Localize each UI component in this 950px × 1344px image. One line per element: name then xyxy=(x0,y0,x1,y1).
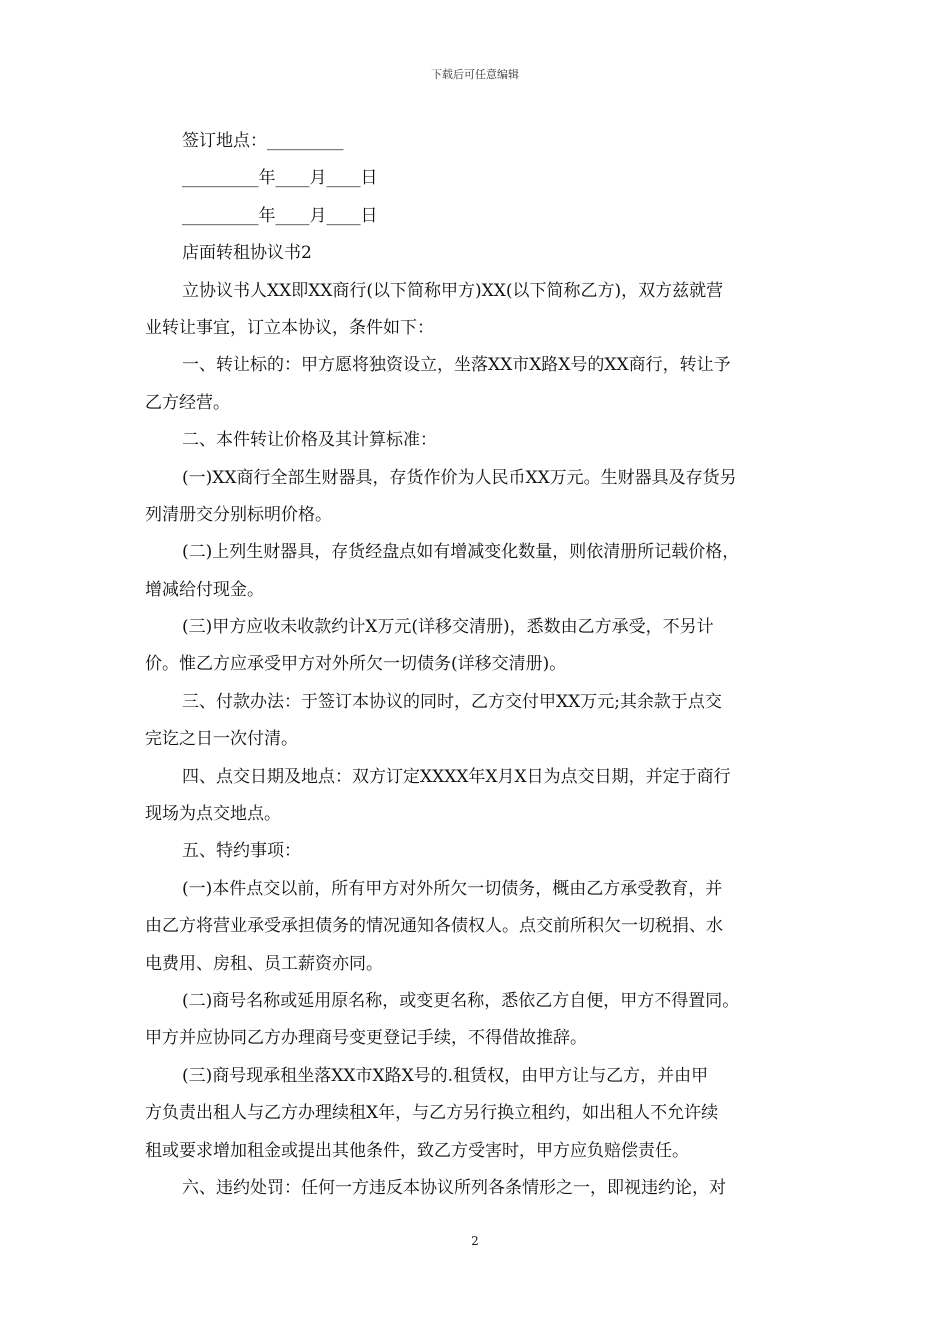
paragraph-line: 电费用、房租、员工薪资亦同。 xyxy=(145,953,383,974)
paragraph-line: 业转让事宜，订立本协议，条件如下： xyxy=(145,317,434,338)
page-number: 2 xyxy=(471,1234,479,1248)
paragraph-line: 五、特约事项： xyxy=(182,841,301,862)
paragraph-line: 方负责出租人与乙方办理续租X年，与乙方另行换立租约，如出租人不允许续 xyxy=(145,1103,719,1124)
paragraph-line: (三)商号现承租坐落XX市X路X号的.租赁权，由甲方让与乙方，并由甲 xyxy=(182,1065,709,1086)
paragraph-line: (三)甲方应收未收款约计X万元(详移交清册)，悉数由乙方承受，不另计 xyxy=(182,617,714,638)
paragraph-line: 一、转让标的：甲方愿将独资设立，坐落XX市X路X号的XX商行，转让予 xyxy=(182,355,731,376)
paragraph-line: 甲方并应协同乙方办理商号变更登记手续，不得借故推辞。 xyxy=(145,1028,587,1049)
document-body xyxy=(145,123,810,1207)
paragraph-line: 六、违约处罚：任何一方违反本协议所列各条情形之一，即视违约论，对 xyxy=(182,1177,726,1198)
paragraph-line: 增减给付现金。 xyxy=(145,579,264,600)
paragraph-line: 现场为点交地点。 xyxy=(145,804,281,825)
paragraph-line: 由乙方将营业承受承担债务的情况通知各债权人。点交前所积欠一切税捐、水 xyxy=(145,916,723,937)
signing-place-line: 签订地点：_________ xyxy=(182,131,344,151)
paragraph-line: (一)本件点交以前，所有甲方对外所欠一切债务，概由乙方承受教育，并 xyxy=(182,878,723,899)
paragraph-line: 列清册交分别标明价格。 xyxy=(145,504,332,525)
paragraph-line: 三、付款办法：于签订本协议的同时，乙方交付甲XX万元;其余款于点交 xyxy=(182,691,722,712)
paragraph-line: 四、点交日期及地点：双方订定XXXX年X月X日为点交日期，并定于商行 xyxy=(182,766,731,787)
paragraph-line: (二)商号名称或延用原名称，或变更名称，悉依乙方自便，甲方不得置同。 xyxy=(182,990,740,1011)
paragraph-line: (一)XX商行全部生财器具，存货作价为人民币XX万元。生财器具及存货另 xyxy=(182,467,737,488)
paragraph-line: 乙方经营。 xyxy=(145,392,230,413)
page-header-note: 下载后可任意编辑 xyxy=(431,68,519,81)
paragraph-line: 完讫之日一次付清。 xyxy=(145,729,298,750)
section-title: 店面转租协议书2 xyxy=(182,243,312,264)
paragraph-line: 立协议书人XX即XX商行(以下简称甲方)XX(以下简称乙方)，双方兹就营 xyxy=(182,280,724,301)
paragraph-line: (二)上列生财器具，存货经盘点如有增减变化数量，则依清册所记载价格， xyxy=(182,542,740,563)
paragraph-line: 二、本件转让价格及其计算标准： xyxy=(182,430,437,451)
paragraph-line: 租或要求增加租金或提出其他条件，致乙方受害时，甲方应负赔偿责任。 xyxy=(145,1140,689,1161)
date-line: _________年____月____日 xyxy=(182,168,378,189)
paragraph-line: 价。惟乙方应承受甲方对外所欠一切债务(详移交清册)。 xyxy=(145,654,567,675)
date-line: _________年____月____日 xyxy=(182,205,378,226)
